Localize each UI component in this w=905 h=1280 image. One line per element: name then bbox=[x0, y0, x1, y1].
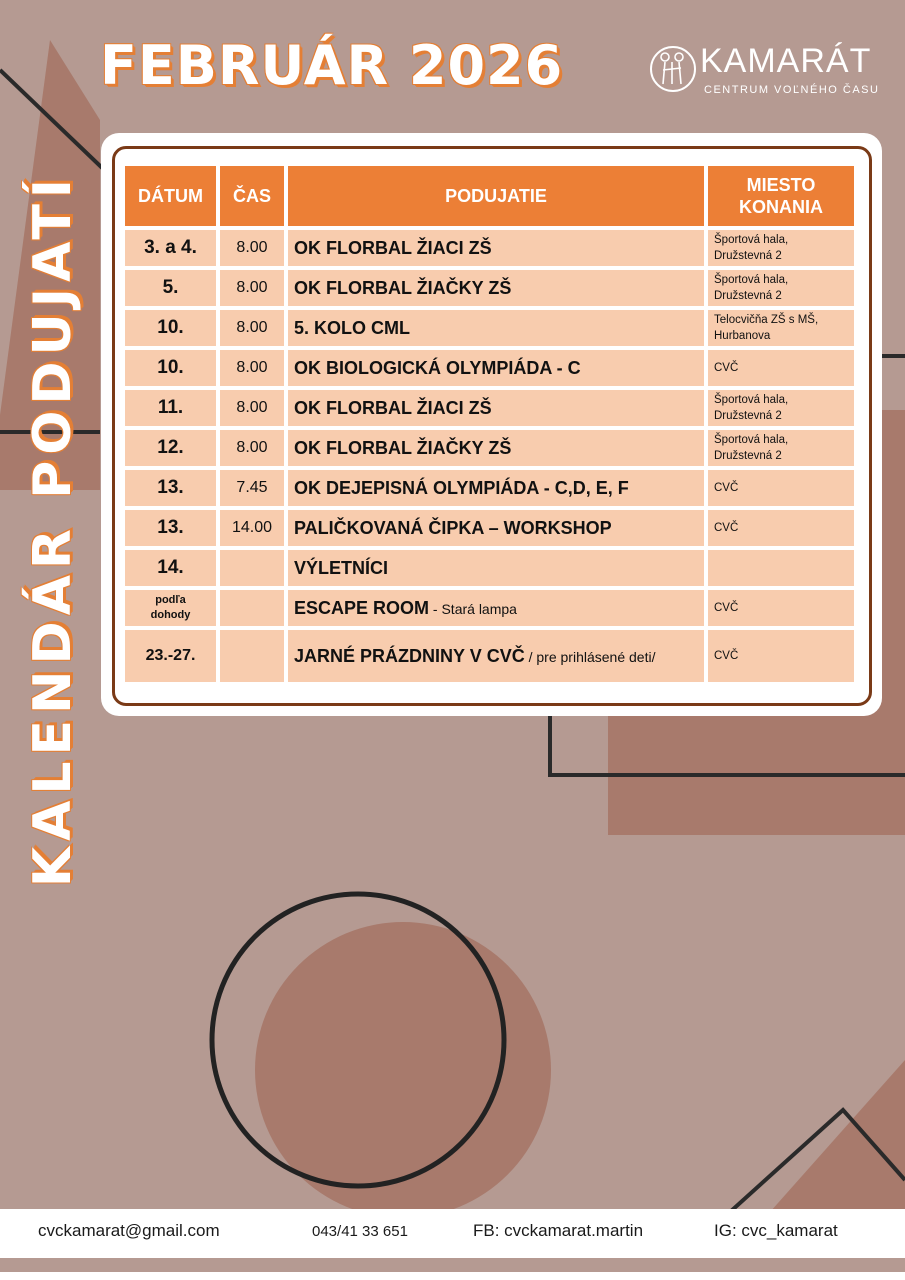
cell-event bbox=[288, 270, 704, 306]
table-row bbox=[125, 630, 854, 682]
place-line1: Športová hala, bbox=[714, 234, 789, 246]
table-header-row bbox=[125, 166, 854, 226]
cell-date: 10. bbox=[125, 310, 216, 346]
place-line2: Družstevná 2 bbox=[714, 250, 782, 262]
cell-place bbox=[708, 430, 854, 466]
place-line1: Športová hala, bbox=[714, 274, 789, 286]
cell-event bbox=[288, 230, 704, 266]
table-row bbox=[125, 550, 854, 586]
cell-date: 3. a 4. bbox=[125, 230, 216, 266]
footer-instagram[interactable]: IG: cvc_kamarat bbox=[714, 1221, 838, 1240]
cell-time bbox=[220, 630, 284, 682]
cell-event bbox=[288, 630, 704, 682]
event-title: PALIČKOVANÁ ČIPKA – WORKSHOP bbox=[294, 518, 612, 538]
cell-place bbox=[708, 310, 854, 346]
events-table bbox=[121, 162, 858, 686]
footer-bar bbox=[0, 1209, 905, 1258]
event-title: 5. KOLO CML bbox=[294, 318, 410, 338]
cell-time: 8.00 bbox=[220, 390, 284, 426]
header-date: DÁTUM bbox=[125, 166, 216, 226]
header-place-line1: MIESTO bbox=[746, 175, 816, 195]
logo-subtitle: CENTRUM VOĽNÉHO ČASU bbox=[704, 84, 880, 96]
cell-time bbox=[220, 550, 284, 586]
event-title: JARNÉ PRÁZDNINY V CVČ bbox=[294, 645, 525, 666]
footer-facebook[interactable]: FB: cvckamarat.martin bbox=[473, 1221, 644, 1240]
event-title: OK FLORBAL ŽIACI ZŠ bbox=[294, 238, 492, 258]
event-subtitle: / pre prihlásené deti/ bbox=[524, 648, 656, 665]
event-title: OK DEJEPISNÁ OLYMPIÁDA - C,D, E, F bbox=[294, 478, 629, 498]
cell-time bbox=[220, 590, 284, 626]
place-line1: CVČ bbox=[714, 650, 739, 662]
logo-name: KAMARÁT bbox=[700, 42, 872, 80]
event-subtitle: - Stará lampa bbox=[429, 600, 517, 617]
cell-place bbox=[708, 470, 854, 506]
header-place-line2: KONANIA bbox=[739, 197, 823, 217]
place-line1: Telocvičňa ZŠ s MŠ, bbox=[714, 314, 819, 326]
logo bbox=[648, 40, 888, 104]
cell-time: 14.00 bbox=[220, 510, 284, 546]
cell-date: 14. bbox=[125, 550, 216, 586]
cell-place bbox=[708, 270, 854, 306]
triangle-shape-bottom-right bbox=[770, 1060, 905, 1212]
place-line1: Športová hala, bbox=[714, 394, 789, 406]
date-line2: dohody bbox=[150, 609, 191, 621]
cell-time: 7.45 bbox=[220, 470, 284, 506]
cell-place bbox=[708, 550, 854, 586]
cell-place bbox=[708, 630, 854, 682]
cell-date: 12. bbox=[125, 430, 216, 466]
table-row bbox=[125, 390, 854, 426]
vertical-title: KALENDÁR PODUJATÍ bbox=[23, 172, 83, 888]
cell-event bbox=[288, 430, 704, 466]
cell-event bbox=[288, 550, 704, 586]
table-row bbox=[125, 230, 854, 266]
cell-date: 10. bbox=[125, 350, 216, 386]
place-line2: Družstevná 2 bbox=[714, 450, 782, 462]
header-time: ČAS bbox=[220, 166, 284, 226]
footer-email-link[interactable]: cvckamarat@gmail.com bbox=[38, 1221, 220, 1240]
table-row bbox=[125, 350, 854, 386]
cell-place bbox=[708, 390, 854, 426]
cell-time: 8.00 bbox=[220, 430, 284, 466]
cell-date: 13. bbox=[125, 510, 216, 546]
event-title: OK FLORBAL ŽIACI ZŠ bbox=[294, 398, 492, 418]
cell-time: 8.00 bbox=[220, 350, 284, 386]
event-title: OK FLORBAL ŽIAČKY ZŠ bbox=[294, 438, 512, 458]
cell-date: 5. bbox=[125, 270, 216, 306]
event-title: VÝLETNÍCI bbox=[294, 558, 389, 578]
cell-event bbox=[288, 470, 704, 506]
footer-strip bbox=[0, 1272, 905, 1280]
table-row bbox=[125, 430, 854, 466]
cell-event bbox=[288, 390, 704, 426]
page-title: FEBRUÁR 2026 bbox=[100, 34, 564, 97]
place-line2: Družstevná 2 bbox=[714, 410, 782, 422]
table-row bbox=[125, 270, 854, 306]
cell-date: 13. bbox=[125, 470, 216, 506]
cell-time: 8.00 bbox=[220, 310, 284, 346]
cell-event bbox=[288, 310, 704, 346]
header-event: PODUJATIE bbox=[288, 166, 704, 226]
table-row bbox=[125, 510, 854, 546]
event-title: ESCAPE ROOM bbox=[294, 597, 430, 618]
cell-date bbox=[125, 590, 216, 626]
place-line1: CVČ bbox=[714, 602, 739, 614]
footer-phone: 043/41 33 651 bbox=[312, 1223, 408, 1240]
table-row bbox=[125, 590, 854, 626]
cell-time: 8.00 bbox=[220, 230, 284, 266]
place-line1: Športová hala, bbox=[714, 434, 789, 446]
cell-event bbox=[288, 590, 704, 626]
cell-event bbox=[288, 510, 704, 546]
logo-circle-icon bbox=[648, 44, 698, 94]
place-line1: CVČ bbox=[714, 362, 739, 374]
place-line2: Družstevná 2 bbox=[714, 290, 782, 302]
cell-event bbox=[288, 350, 704, 386]
event-title: OK FLORBAL ŽIAČKY ZŠ bbox=[294, 278, 512, 298]
table-row bbox=[125, 470, 854, 506]
cell-place bbox=[708, 230, 854, 266]
cell-date: 11. bbox=[125, 390, 216, 426]
date-line1: podľa bbox=[155, 594, 186, 606]
cell-place bbox=[708, 350, 854, 386]
event-title: OK BIOLOGICKÁ OLYMPIÁDA - C bbox=[294, 358, 581, 378]
place-line2: Hurbanova bbox=[714, 330, 771, 342]
place-line1: CVČ bbox=[714, 522, 739, 534]
cell-place bbox=[708, 510, 854, 546]
cell-place bbox=[708, 590, 854, 626]
cell-date: 23.-27. bbox=[125, 630, 216, 682]
cell-time: 8.00 bbox=[220, 270, 284, 306]
header-place bbox=[708, 166, 854, 226]
place-line1: CVČ bbox=[714, 482, 739, 494]
table-row bbox=[125, 310, 854, 346]
